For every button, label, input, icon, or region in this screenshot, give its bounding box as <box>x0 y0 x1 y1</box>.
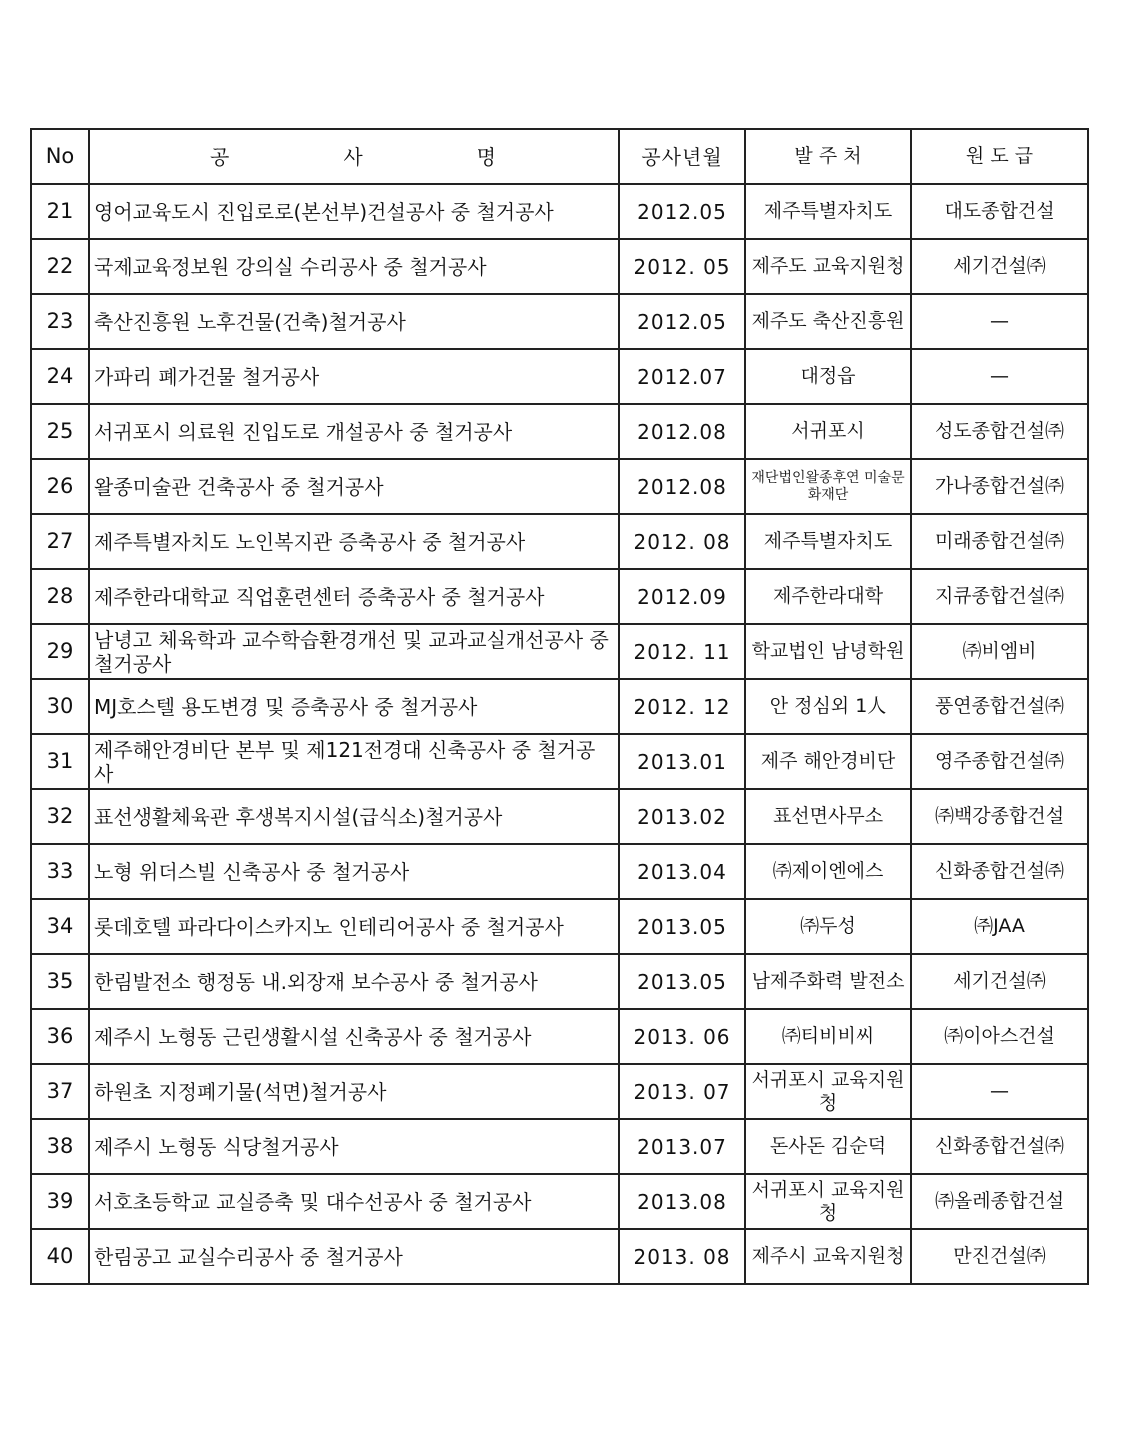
cell-name: 하원초 지정폐기물(석면)철거공사 <box>89 1064 619 1119</box>
cell-date: 2012. 11 <box>619 624 745 679</box>
cell-name: 롯데호텔 파라다이스카지노 인테리어공사 중 철거공사 <box>89 899 619 954</box>
cell-date: 2012.07 <box>619 349 745 404</box>
cell-no: 28 <box>31 569 89 624</box>
cell-no: 40 <box>31 1229 89 1284</box>
cell-name: 제주특별자치도 노인복지관 증축공사 중 철거공사 <box>89 514 619 569</box>
cell-no: 21 <box>31 184 89 239</box>
cell-client: 제주특별자치도 <box>745 184 911 239</box>
cell-date: 2013.04 <box>619 844 745 899</box>
cell-no: 34 <box>31 899 89 954</box>
table-row <box>31 624 1088 679</box>
header-contractor: 원 도 급 <box>911 129 1088 184</box>
cell-no: 38 <box>31 1119 89 1174</box>
cell-contractor: 미래종합건설㈜ <box>911 514 1088 569</box>
cell-contractor: 세기건설㈜ <box>911 239 1088 294</box>
cell-name: 한림공고 교실수리공사 중 철거공사 <box>89 1229 619 1284</box>
cell-contractor: ㈜비엠비 <box>911 624 1088 679</box>
table-row <box>31 294 1088 349</box>
cell-contractor: 성도종합건설㈜ <box>911 404 1088 459</box>
table-row <box>31 239 1088 294</box>
cell-contractor: ㈜백강종합건설 <box>911 789 1088 844</box>
cell-client: ㈜제이엔에스 <box>745 844 911 899</box>
header-date: 공사년월 <box>619 129 745 184</box>
cell-name: 제주한라대학교 직업훈련센터 증축공사 중 철거공사 <box>89 569 619 624</box>
cell-client: 표선면사무소 <box>745 789 911 844</box>
cell-contractor: 영주종합건설㈜ <box>911 734 1088 789</box>
cell-contractor: 가나종합건설㈜ <box>911 459 1088 514</box>
table-body <box>31 184 1088 1284</box>
cell-name: 제주해안경비단 본부 및 제121전경대 신축공사 중 철거공사 <box>89 734 619 789</box>
cell-contractor: ㈜JAA <box>911 899 1088 954</box>
cell-name: 축산진흥원 노후건물(건축)철거공사 <box>89 294 619 349</box>
cell-name: 국제교육정보원 강의실 수리공사 중 철거공사 <box>89 239 619 294</box>
cell-client: 학교법인 남녕학원 <box>745 624 911 679</box>
cell-date: 2012.08 <box>619 404 745 459</box>
header-name-char: 명 <box>476 144 498 169</box>
cell-contractor: ㈜올레종합건설 <box>911 1174 1088 1229</box>
table-row <box>31 404 1088 459</box>
table-row <box>31 789 1088 844</box>
cell-contractor: 신화종합건설㈜ <box>911 844 1088 899</box>
cell-date: 2012. 05 <box>619 239 745 294</box>
cell-date: 2013.07 <box>619 1119 745 1174</box>
header-name-char: 사 <box>343 144 365 169</box>
cell-name: 영어교육도시 진입로로(본선부)건설공사 중 철거공사 <box>89 184 619 239</box>
header-no: No <box>31 129 89 184</box>
cell-name: 표선생활체육관 후생복지시설(급식소)철거공사 <box>89 789 619 844</box>
cell-date: 2012.08 <box>619 459 745 514</box>
cell-date: 2013. 08 <box>619 1229 745 1284</box>
header-name-char: 공 <box>210 144 232 169</box>
cell-no: 23 <box>31 294 89 349</box>
cell-no: 30 <box>31 679 89 734</box>
cell-date: 2013.05 <box>619 954 745 1009</box>
cell-no: 36 <box>31 1009 89 1064</box>
cell-client: 제주시 교육지원청 <box>745 1229 911 1284</box>
cell-no: 32 <box>31 789 89 844</box>
cell-client: 재단법인왈종후연 미술문화재단 <box>745 459 911 514</box>
cell-no: 27 <box>31 514 89 569</box>
table-row <box>31 679 1088 734</box>
table-row <box>31 1009 1088 1064</box>
cell-name: 제주시 노형동 근린생활시설 신축공사 중 철거공사 <box>89 1009 619 1064</box>
cell-name: 가파리 폐가건물 철거공사 <box>89 349 619 404</box>
cell-date: 2013.02 <box>619 789 745 844</box>
cell-client: 제주 해안경비단 <box>745 734 911 789</box>
cell-contractor: ㈜이아스건설 <box>911 1009 1088 1064</box>
cell-client: ㈜두성 <box>745 899 911 954</box>
cell-client: 남제주화력 발전소 <box>745 954 911 1009</box>
table-row <box>31 844 1088 899</box>
table-row <box>31 349 1088 404</box>
table-row <box>31 184 1088 239</box>
table-row <box>31 514 1088 569</box>
header-client: 발 주 처 <box>745 129 911 184</box>
cell-contractor: — <box>911 294 1088 349</box>
construction-record-table <box>30 128 1089 1285</box>
header-name <box>89 129 619 184</box>
cell-client: 서귀포시 교육지원청 <box>745 1174 911 1229</box>
cell-client: 제주도 축산진흥원 <box>745 294 911 349</box>
cell-client: 제주특별자치도 <box>745 514 911 569</box>
table-row <box>31 1229 1088 1284</box>
header-row <box>31 129 1088 184</box>
cell-date: 2013. 07 <box>619 1064 745 1119</box>
cell-date: 2013. 06 <box>619 1009 745 1064</box>
cell-no: 29 <box>31 624 89 679</box>
cell-name: 서귀포시 의료원 진입도로 개설공사 중 철거공사 <box>89 404 619 459</box>
cell-no: 33 <box>31 844 89 899</box>
cell-date: 2013.01 <box>619 734 745 789</box>
cell-contractor: — <box>911 1064 1088 1119</box>
cell-date: 2012. 08 <box>619 514 745 569</box>
table-row <box>31 1064 1088 1119</box>
table-row <box>31 734 1088 789</box>
table-row <box>31 1119 1088 1174</box>
cell-date: 2013.05 <box>619 899 745 954</box>
cell-contractor: 세기건설㈜ <box>911 954 1088 1009</box>
cell-no: 24 <box>31 349 89 404</box>
cell-no: 39 <box>31 1174 89 1229</box>
cell-no: 35 <box>31 954 89 1009</box>
cell-name: 서호초등학교 교실증축 및 대수선공사 중 철거공사 <box>89 1174 619 1229</box>
cell-client: 서귀포시 교육지원청 <box>745 1064 911 1119</box>
cell-contractor: 지큐종합건설㈜ <box>911 569 1088 624</box>
cell-contractor: 신화종합건설㈜ <box>911 1119 1088 1174</box>
cell-client: 제주도 교육지원청 <box>745 239 911 294</box>
cell-name: 노형 위더스빌 신축공사 중 철거공사 <box>89 844 619 899</box>
cell-name: 제주시 노형동 식당철거공사 <box>89 1119 619 1174</box>
cell-client: 돈사돈 김순덕 <box>745 1119 911 1174</box>
cell-no: 37 <box>31 1064 89 1119</box>
cell-contractor: 대도종합건설 <box>911 184 1088 239</box>
cell-contractor: — <box>911 349 1088 404</box>
cell-name: MJ호스텔 용도변경 및 증축공사 중 철거공사 <box>89 679 619 734</box>
cell-client: ㈜티비비씨 <box>745 1009 911 1064</box>
cell-date: 2012.09 <box>619 569 745 624</box>
cell-client: 서귀포시 <box>745 404 911 459</box>
cell-date: 2012. 12 <box>619 679 745 734</box>
cell-contractor: 풍연종합건설㈜ <box>911 679 1088 734</box>
cell-date: 2012.05 <box>619 294 745 349</box>
cell-date: 2013.08 <box>619 1174 745 1229</box>
cell-client: 제주한라대학 <box>745 569 911 624</box>
cell-no: 22 <box>31 239 89 294</box>
cell-client: 안 정심외 1人 <box>745 679 911 734</box>
cell-name: 왈종미술관 건축공사 중 철거공사 <box>89 459 619 514</box>
cell-no: 25 <box>31 404 89 459</box>
table-row <box>31 899 1088 954</box>
cell-name: 한림발전소 행정동 내.외장재 보수공사 중 철거공사 <box>89 954 619 1009</box>
cell-client: 대정읍 <box>745 349 911 404</box>
table-row <box>31 954 1088 1009</box>
table-row <box>31 459 1088 514</box>
cell-no: 31 <box>31 734 89 789</box>
table-row <box>31 569 1088 624</box>
cell-contractor: 만진건설㈜ <box>911 1229 1088 1284</box>
table-row <box>31 1174 1088 1229</box>
cell-name: 남녕고 체육학과 교수학습환경개선 및 교과교실개선공사 중 철거공사 <box>89 624 619 679</box>
cell-date: 2012.05 <box>619 184 745 239</box>
cell-no: 26 <box>31 459 89 514</box>
